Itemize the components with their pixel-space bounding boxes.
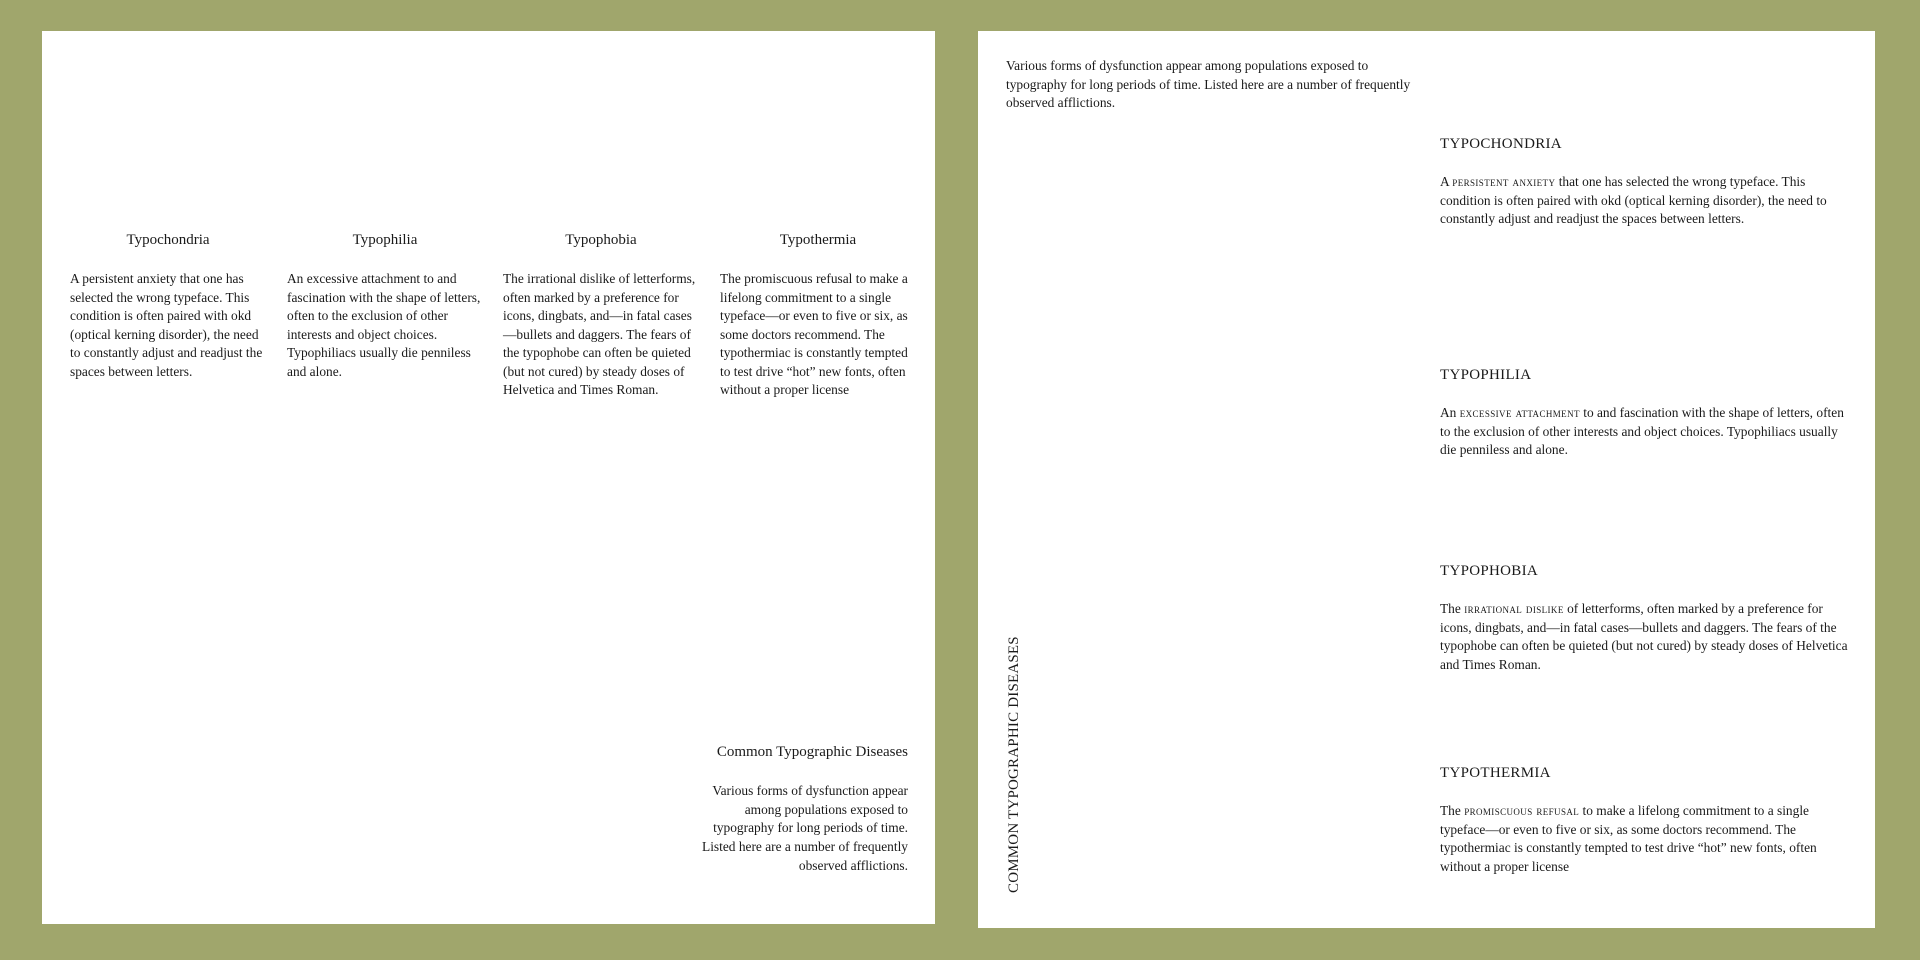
entry-small-caps: excessive attachment — [1459, 405, 1580, 420]
entry-text: of letterforms, often marked by a preference for icons, dingbats, and—in fatal cases—bullets and daggers. The fears of the typophobe can often be quieted (but not cured) by steady doses of Helvetica and Times Roman. — [1440, 601, 1848, 673]
entry-text: that one has selected the wrong typeface. This condition is often paired with okd (optical kerning disorder), the need to constantly adjust and readjust the spaces between letters. — [1440, 174, 1827, 227]
column-title: Typochondria — [126, 232, 210, 248]
entry-lead-word: An — [1440, 405, 1457, 420]
entry-typophilia — [1440, 366, 1850, 460]
column-body: The irrational dislike of letterforms, often marked by a preference for icons, dingbats, and—in fatal cases—bullets and daggers. The fears of the typophobe can often be quieted (but not cured) by steady doses of Helvetica and Times Roman. — [503, 271, 696, 397]
entry-title: TYPOCHONDRIA — [1440, 136, 1562, 152]
left-intro-body: Various forms of dysfunction appear among populations exposed to typography for long periods of time. Listed here are a number of frequently observed afflictions. — [702, 783, 908, 873]
entry-lead-word: The — [1440, 803, 1461, 818]
column-typophilia — [287, 231, 483, 381]
right-page — [978, 31, 1875, 928]
vertical-page-title: COMMON TYPOGRAPHIC DISEASES — [1006, 636, 1022, 893]
column-typophobia — [503, 231, 699, 400]
entry-lead-word: A — [1440, 174, 1449, 189]
left-page — [42, 31, 935, 924]
entry-typothermia — [1440, 764, 1850, 877]
entry-body — [1440, 404, 1850, 460]
entry-text: to and fascination with the shape of letters, often to the exclusion of other interests and object choices. Typophiliacs usually die penniless and alone. — [1440, 405, 1844, 458]
entry-title: TYPOPHILIA — [1440, 367, 1532, 383]
entry-body — [1440, 802, 1850, 877]
left-intro-block — [668, 743, 908, 876]
entry-title: TYPOTHERMIA — [1440, 765, 1551, 781]
entry-small-caps: promiscuous refusal — [1464, 803, 1580, 818]
column-body: The promiscuous refusal to make a lifelong commitment to a single typeface—or even to five or six, as some doctors recommend. The typothermiac is constantly tempted to test drive “hot” new fonts, often without a proper license — [720, 271, 908, 397]
entry-small-caps: irrational dislike — [1464, 601, 1564, 616]
column-body: An excessive attachment to and fascination with the shape of letters, often to the exclusion of other interests and object choices. Typophiliacs usually die penniless and alone. — [287, 271, 481, 379]
entry-title: TYPOPHOBIA — [1440, 563, 1539, 579]
column-body: A persistent anxiety that one has selected the wrong typeface. This condition is often paired with okd (optical kerning disorder), the need to constantly adjust and readjust the spaces between letters. — [70, 271, 263, 379]
entry-lead-word: The — [1440, 601, 1461, 616]
column-title: Typophilia — [352, 232, 418, 248]
column-typochondria — [70, 231, 266, 381]
column-title: Typophobia — [565, 232, 637, 248]
entry-body — [1440, 173, 1850, 229]
entry-text: to make a lifelong commitment to a single typeface—or even to five or six, as some doctors recommend. The typothermiac is constantly tempted to test drive “hot” new fonts, often without a proper license — [1440, 803, 1817, 875]
right-intro-text: Various forms of dysfunction appear among populations exposed to typography for long periods of time. Listed here are a number of frequently observed afflictions. — [1006, 58, 1411, 110]
entry-typochondria — [1440, 135, 1850, 229]
column-typothermia — [720, 231, 916, 400]
entry-typophobia — [1440, 562, 1850, 675]
column-title: Typothermia — [779, 232, 857, 248]
entry-small-caps: persistent anxiety — [1452, 174, 1556, 189]
left-intro-title: Common Typographic Diseases — [716, 744, 908, 760]
entry-body — [1440, 600, 1850, 675]
